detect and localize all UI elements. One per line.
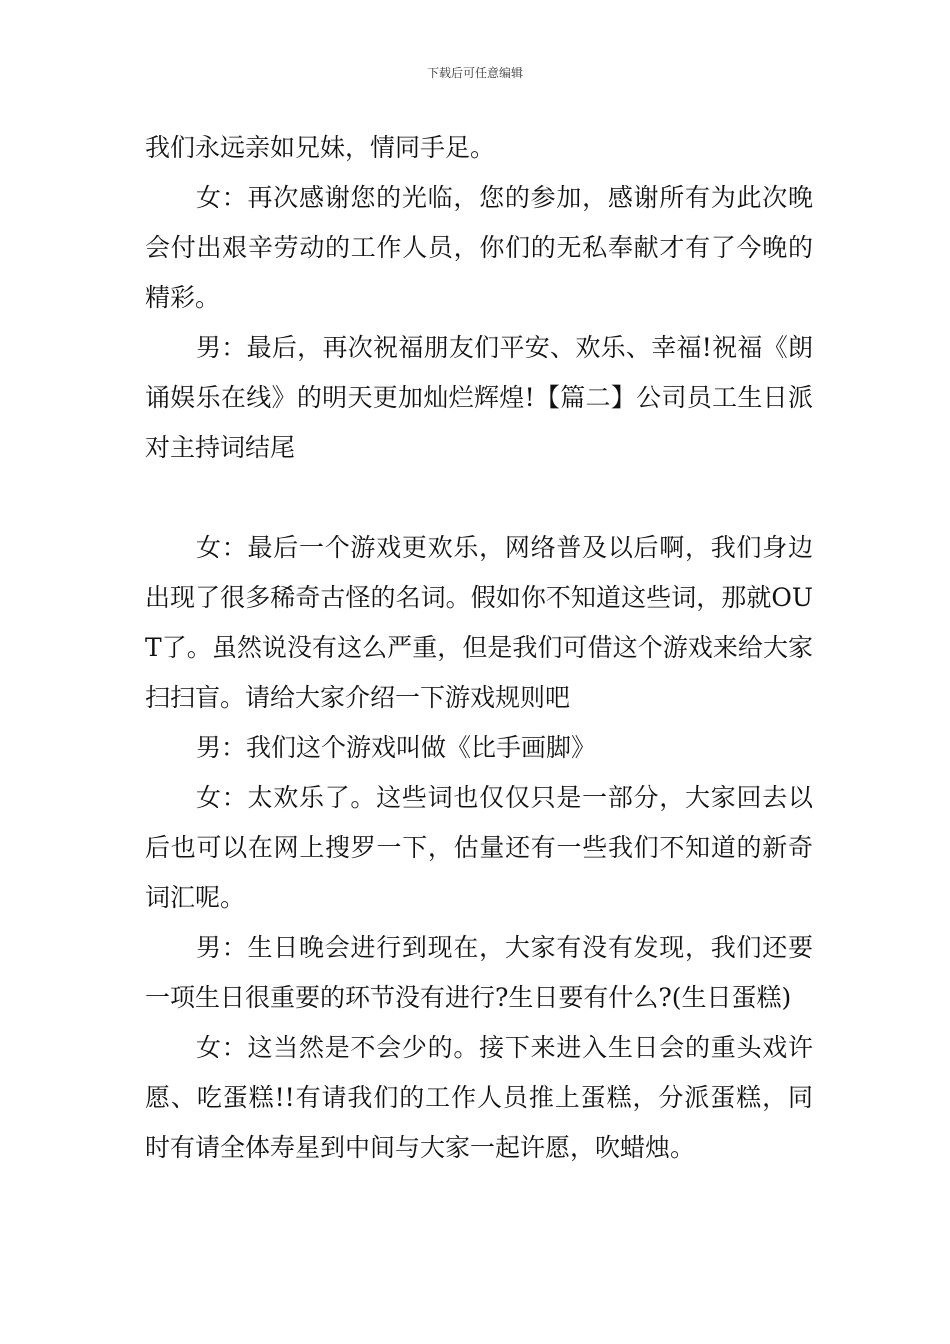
paragraph-5: 男：我们这个游戏叫做《比手画脚》 — [196, 733, 597, 762]
paragraph-2: 女：再次感谢您的光临，您的参加，感谢所有为此次晚会付出艰辛劳动的工作人员，你们的无私奉献才有了今晚的精彩。 — [145, 183, 813, 312]
document-body — [145, 123, 813, 1173]
paragraph-gap — [145, 473, 813, 523]
paragraph-3: 男：最后，再次祝福朋友们平安、欢乐、幸福!祝福《朗诵娱乐在线》的明天更加灿烂辉煌!【篇二】公司员工生日派对主持词结尾 — [145, 333, 813, 462]
paragraph-4: 女：最后一个游戏更欢乐，网络普及以后啊，我们身边出现了很多稀奇古怪的名词。假如你不知道这些词，那就OUT了。虽然说没有这么严重，但是我们可借这个游戏来给大家扫扫盲。请给大家介绍一下游戏规则吧 — [145, 533, 813, 712]
paragraph-1: 我们永远亲如兄妹，情同手足。 — [145, 133, 496, 162]
paragraph-6: 女：太欢乐了。这些词也仅仅只是一部分，大家回去以后也可以在网上搜罗一下，估量还有一些我们不知道的新奇词汇呢。 — [145, 783, 813, 912]
paragraph-8: 女：这当然是不会少的。接下来进入生日会的重头戏许愿、吃蛋糕!!有请我们的工作人员推上蛋糕，分派蛋糕，同时有请全体寿星到中间与大家一起许愿，吹蜡烛。 — [145, 1033, 813, 1162]
paragraph-7: 男：生日晚会进行到现在，大家有没有发现，我们还要一项生日很重要的环节没有进行?生日要有什么?(生日蛋糕) — [145, 933, 813, 1012]
page-header-note: 下载后可任意编辑 — [426, 66, 523, 80]
